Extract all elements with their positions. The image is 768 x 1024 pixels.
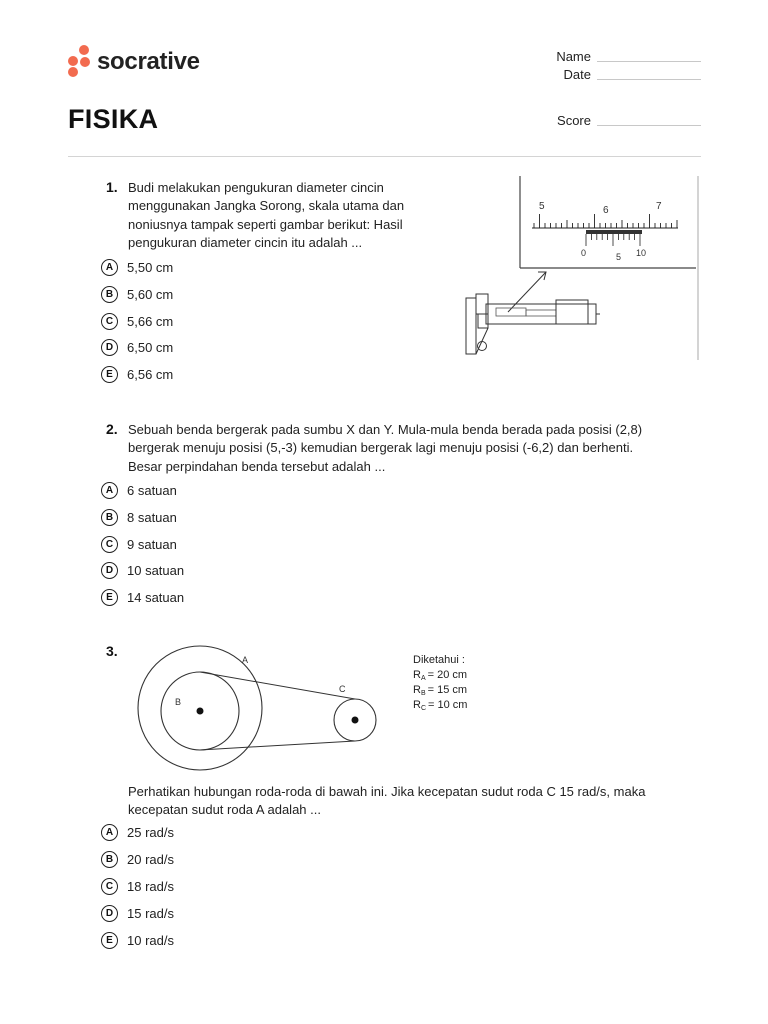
question-2-line: Besar perpindahan benda tersebut adalah ... bbox=[128, 458, 386, 474]
given-ra bbox=[413, 669, 467, 682]
option-text: 14 satuan bbox=[127, 589, 185, 605]
given-subscript: A bbox=[420, 675, 426, 682]
belt-top bbox=[200, 672, 355, 699]
score-label: Score bbox=[557, 113, 591, 128]
question-3-number: 3. bbox=[106, 643, 118, 659]
main-scale-label-6: 6 bbox=[603, 205, 609, 216]
option-letter: D bbox=[101, 562, 118, 579]
given-rb bbox=[413, 684, 467, 697]
option-letter: B bbox=[101, 286, 118, 303]
q2-option-e[interactable] bbox=[101, 587, 184, 607]
option-text: 6 satuan bbox=[127, 482, 177, 498]
option-letter: D bbox=[101, 339, 118, 356]
given-title: Diketahui : bbox=[413, 654, 465, 666]
vernier-label-5: 5 bbox=[616, 252, 622, 262]
option-text: 6,56 cm bbox=[127, 366, 174, 382]
option-text: 5,50 cm bbox=[127, 259, 174, 275]
option-letter: A bbox=[101, 824, 118, 841]
q1-option-b[interactable] bbox=[101, 284, 173, 304]
option-letter: C bbox=[101, 878, 118, 895]
given-subscript: C bbox=[420, 705, 427, 712]
q1-option-e[interactable] bbox=[101, 364, 173, 384]
option-letter: E bbox=[101, 366, 118, 383]
vernier-label-0: 0 bbox=[581, 248, 587, 258]
q2-option-b[interactable] bbox=[101, 507, 177, 527]
option-text: 10 rad/s bbox=[127, 932, 174, 948]
question-1-line: noniusnya tampak seperti gambar berikut: Hasil bbox=[128, 216, 403, 232]
given-symbol: R bbox=[413, 684, 421, 696]
date-label: Date bbox=[563, 67, 591, 82]
given-value: = 10 cm bbox=[428, 699, 468, 711]
q2-option-a[interactable] bbox=[101, 480, 177, 500]
name-label: Name bbox=[556, 49, 591, 64]
given-symbol: R bbox=[413, 699, 421, 711]
wheels-figure bbox=[136, 642, 486, 774]
option-letter: A bbox=[101, 482, 118, 499]
question-3-text bbox=[128, 783, 645, 820]
option-text: 20 rad/s bbox=[127, 851, 174, 867]
option-letter: B bbox=[101, 851, 118, 868]
option-text: 5,60 cm bbox=[127, 286, 174, 302]
q1-option-d[interactable] bbox=[101, 337, 173, 357]
q3-option-d[interactable] bbox=[101, 903, 174, 923]
question-3-line: Perhatikan hubungan roda-roda di bawah ini. Jika kecepatan sudut roda C 15 rad/s, maka bbox=[128, 784, 646, 799]
given-subscript: B bbox=[420, 690, 426, 697]
option-letter: D bbox=[101, 905, 118, 922]
given-rc bbox=[413, 699, 467, 712]
option-text: 18 rad/s bbox=[127, 878, 174, 894]
question-1-text bbox=[128, 179, 404, 252]
wheel-b-axle bbox=[197, 708, 204, 715]
option-letter: B bbox=[101, 509, 118, 526]
page-title: FISIKA bbox=[68, 104, 159, 134]
q1-option-c[interactable] bbox=[101, 311, 173, 331]
socrative-logo-icon bbox=[67, 44, 93, 78]
question-2-line: bergerak menuju posisi (5,-3) kemudian bergerak lagi menuju posisi (-6,2) dan berhenti. bbox=[128, 440, 634, 456]
option-text: 10 satuan bbox=[127, 562, 185, 578]
q3-option-b[interactable] bbox=[101, 849, 174, 869]
option-letter: E bbox=[101, 932, 118, 949]
date-field[interactable] bbox=[597, 79, 701, 80]
wheel-a-label: A bbox=[242, 655, 249, 665]
name-field[interactable] bbox=[597, 61, 701, 62]
given-symbol: R bbox=[413, 669, 421, 681]
wheel-c-axle bbox=[352, 717, 359, 724]
question-1-number: 1. bbox=[106, 179, 118, 195]
q3-option-c[interactable] bbox=[101, 876, 174, 896]
q3-option-e[interactable] bbox=[101, 930, 174, 950]
question-2-number: 2. bbox=[106, 421, 118, 437]
vernier-caliper-figure bbox=[460, 176, 702, 362]
question-1-line: pengukuran diameter cincin itu adalah ... bbox=[128, 234, 363, 250]
option-letter: C bbox=[101, 313, 118, 330]
given-value: = 20 cm bbox=[427, 669, 468, 681]
given-value: = 15 cm bbox=[427, 684, 468, 696]
option-text: 6,50 cm bbox=[127, 339, 174, 355]
question-2-text bbox=[128, 421, 642, 476]
brand-name: socrative bbox=[97, 48, 200, 75]
option-text: 9 satuan bbox=[127, 536, 177, 552]
wheel-c-label: C bbox=[339, 684, 346, 694]
score-field[interactable] bbox=[597, 125, 701, 126]
question-2-line: Sebuah benda bergerak pada sumbu X dan Y. Mula-mula benda berada pada posisi (2,8) bbox=[128, 422, 643, 437]
header-divider bbox=[68, 156, 701, 157]
q2-option-d[interactable] bbox=[101, 560, 184, 580]
option-letter: C bbox=[101, 536, 118, 553]
option-text: 25 rad/s bbox=[127, 824, 174, 840]
q1-option-a[interactable] bbox=[101, 257, 173, 277]
option-letter: A bbox=[101, 259, 118, 276]
question-3-line: kecepatan sudut roda A adalah ... bbox=[128, 802, 321, 818]
question-1-line: menggunakan Jangka Sorong, skala utama dan bbox=[128, 198, 405, 214]
option-text: 15 rad/s bbox=[127, 905, 174, 921]
question-1-line: Budi melakukan pengukuran diameter cincin bbox=[128, 180, 384, 195]
vernier-label-10: 10 bbox=[636, 248, 647, 258]
option-text: 5,66 cm bbox=[127, 313, 174, 329]
main-scale-label-5: 5 bbox=[539, 201, 545, 212]
q2-option-c[interactable] bbox=[101, 534, 177, 554]
q3-option-a[interactable] bbox=[101, 822, 174, 842]
option-text: 8 satuan bbox=[127, 509, 177, 525]
main-scale-label-7: 7 bbox=[656, 201, 662, 212]
option-letter: E bbox=[101, 589, 118, 606]
wheel-b-label: B bbox=[175, 697, 182, 707]
